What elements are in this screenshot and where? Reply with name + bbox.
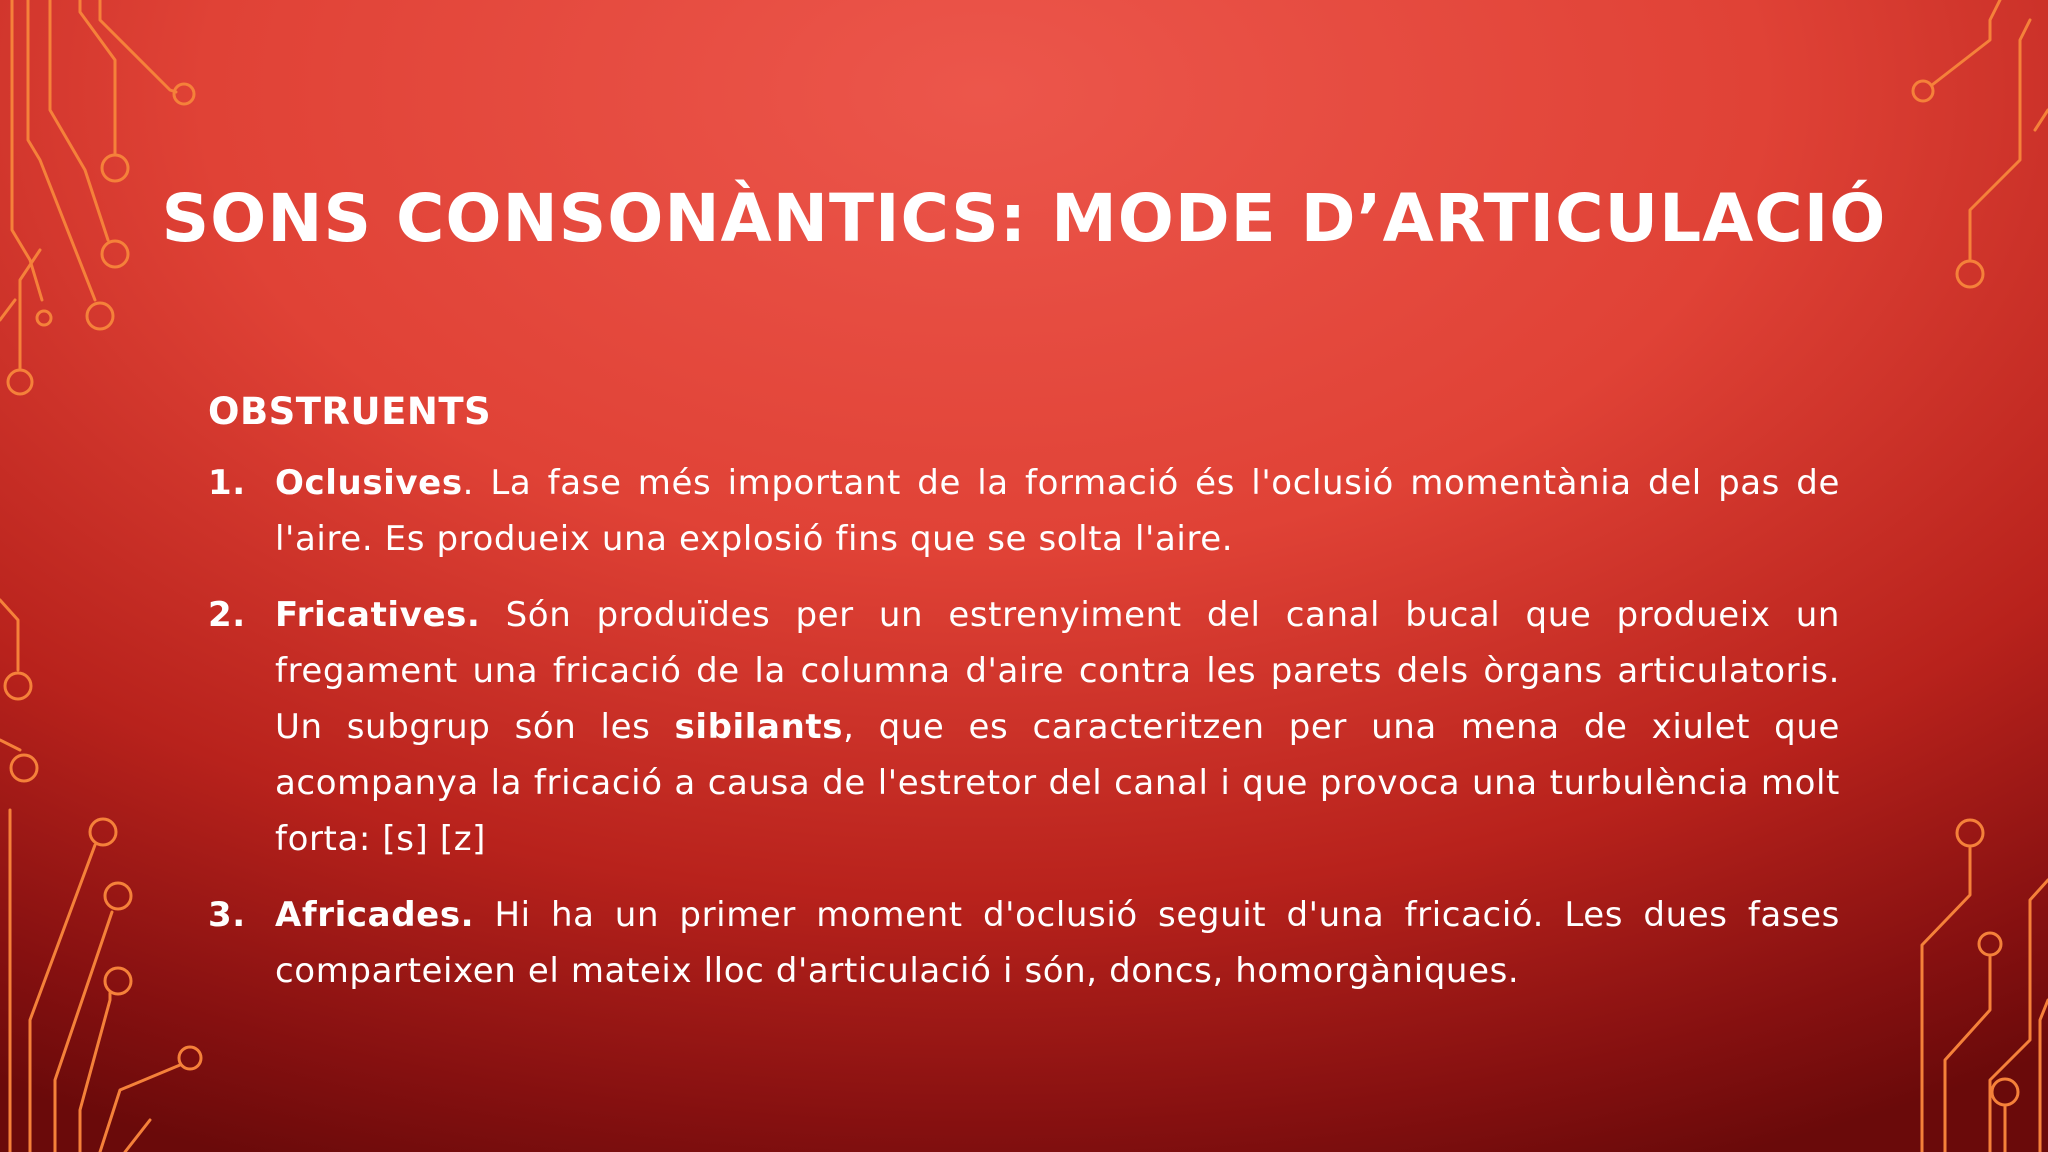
slide-title: SONS CONSONÀNTICS: MODE D’ARTICULACIÓ bbox=[161, 180, 1887, 257]
item-text-continued: , que es caracteritzen per una mena de xiulet que acompanya la fricació a causa de l'estretor del canal i que provoca una turbulència molt forta: [s] [z] bbox=[275, 707, 1840, 859]
section-heading: OBSTRUENTS bbox=[208, 390, 492, 433]
item-number: 2. bbox=[208, 595, 246, 635]
item-text: Són produïdes per un estrenyiment del canal bucal que produeix un fregament una fricació de la columna d'aire contra les parets dels òrgans articulatoris. Un subgrup són les bbox=[275, 595, 1840, 747]
list-item-africades bbox=[208, 887, 1840, 999]
list-item-fricatives bbox=[208, 587, 1840, 867]
slide-content bbox=[208, 390, 1840, 1019]
circuit-bottom-left bbox=[0, 600, 201, 1152]
item-number: 3. bbox=[208, 895, 246, 935]
circuit-bottom-right bbox=[1922, 820, 2048, 1152]
item-text: . La fase més important de la formació és l'oclusió momentània del pas de l'aire. Es produeix una explosió fins que se solta l'aire. bbox=[275, 463, 1840, 559]
item-number: 1. bbox=[208, 463, 246, 503]
item-term: Oclusives bbox=[275, 463, 463, 503]
item-term: Fricatives. bbox=[275, 595, 481, 635]
item-term: Africades. bbox=[275, 895, 475, 935]
item-highlight: sibilants bbox=[674, 707, 844, 747]
list-item-oclusives bbox=[208, 455, 1840, 567]
item-text: Hi ha un primer moment d'oclusió seguit d'una fricació. Les dues fases comparteixen el mateix lloc d'articulació i són, doncs, homorgàniques. bbox=[275, 895, 1840, 991]
